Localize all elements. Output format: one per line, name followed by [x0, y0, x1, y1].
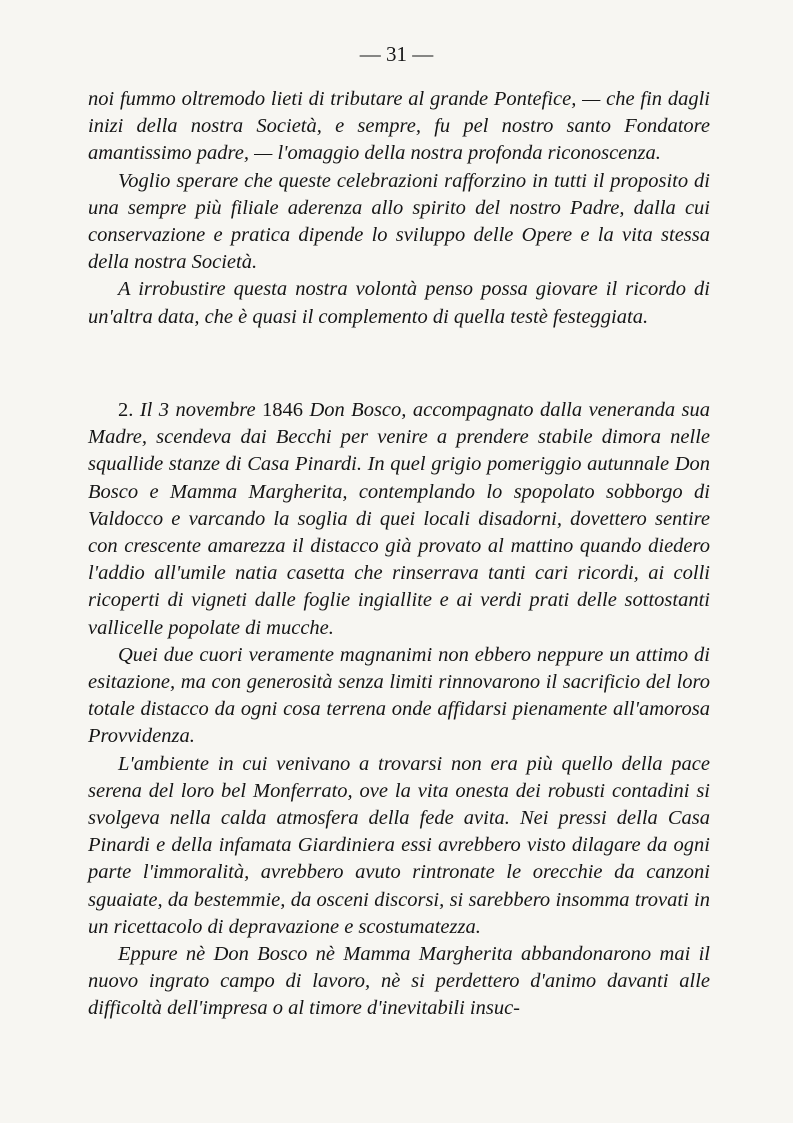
paragraph-5: Quei due cuori veramente magnanimi non ebbero neppure un attimo di esitazione, ma con generosità senza limiti rinnovarono il sacrificio del loro totale distacco da ogni cosa terrena onde affidarsi pienamente all'amorosa Provvidenza.	[88, 643, 710, 748]
paragraph-1: noi fummo oltremodo lieti di tributare al grande Pontefice, — che fin dagli inizi della nostra Società, e sempre, fu pel nostro santo Fondatore amantissimo padre, — l'omaggio della nostra profonda riconoscenza.	[88, 88, 710, 165]
page-number: — 31 —	[359, 42, 434, 66]
text-block-section-2	[88, 397, 710, 1023]
paragraph-2: Voglio sperare che queste celebrazioni rafforzino in tutti il proposito di una sempre più filiale aderenza allo spirito del nostro Padre, dalla cui conservazione e pratica dipende lo sviluppo delle Opere e la vita stessa della nostra Società.	[88, 169, 710, 274]
paragraph-6: L'ambiente in cui venivano a trovarsi non era più quello della pace serena del loro bel Monferrato, ove la vita onesta dei robusti contadini si svolgeva nella calda atmosfera della fede avita. Nei pressi della Casa Pinardi e della infamata Giardiniera essi avrebbero visto dilagare da ogni parte l'immoralità, avrebbero avuto rintronate le orecchie da canzoni sguaiate, da bestemmie, da osceni discorsi, si sarebbero insomma trovati in un ricettacolo di depravazione e scostumatezza.	[88, 752, 710, 938]
paragraph-4	[88, 397, 710, 642]
paragraph-7: Eppure nè Don Bosco nè Mamma Margherita abbandonarono mai il nuovo ingrato campo di lavoro, nè si perdettero d'animo davanti alle difficoltà dell'impresa o al timore d'inevitabili insuc-	[88, 943, 710, 1020]
section-number: 2.	[118, 399, 134, 421]
paragraph-3: A irrobustire questa nostra volontà penso possa giovare il ricordo di un'altra data, che è quasi il complemento di quella testè festeggiata.	[88, 278, 710, 328]
section-year: 1846	[262, 399, 303, 421]
paragraph-4-text: Il 3 novembre 1846 Don Bosco, accompagnato dalla veneranda sua Madre, scendeva dai Becchi per venire a prendere stabile dimora nelle squallide stanze di Casa Pinardi. In quel grigio pomeriggio autunnale Don Bosco e Mamma Margherita, contemplando lo spopolato sobborgo di Valdocco e varcando la soglia di quei locali disadorni, dovettero sentire con crescente amarezza il distacco già provato al mattino quando diedero l'addio all'umile natia casetta che rinserrava tanti cari ricordi, ai colli ricoperti di vigneti dalle foglie ingiallite e ai verdi prati delle sottostanti vallicelle popolate di mucche.	[88, 399, 711, 639]
text-block-intro	[88, 86, 710, 331]
